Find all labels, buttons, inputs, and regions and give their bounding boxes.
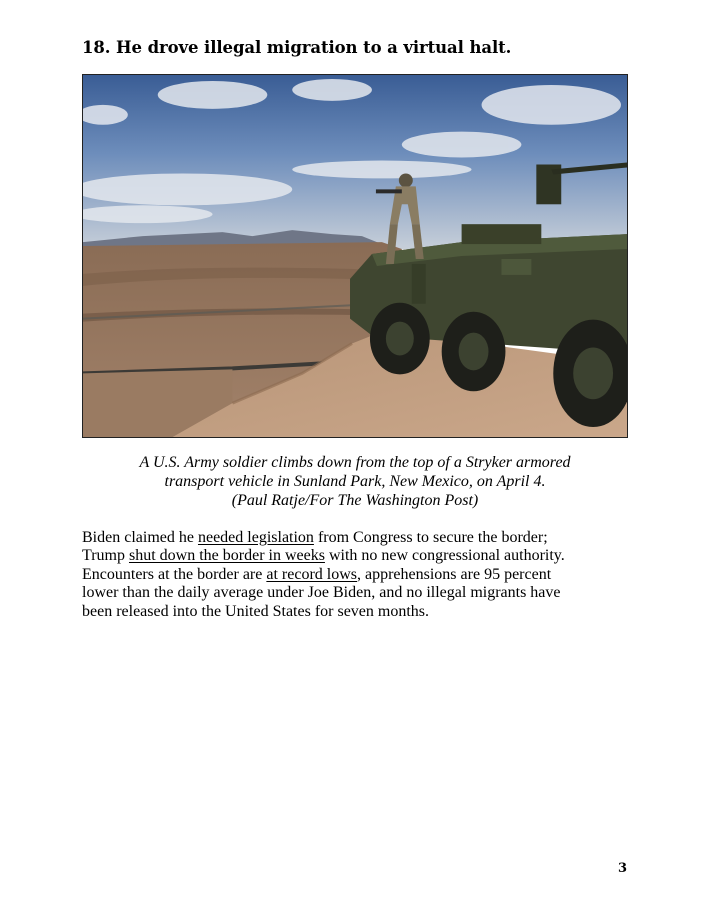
record-lows-link[interactable]: at record lows: [266, 565, 357, 583]
section-heading: 18. He drove illegal migration to a virtual halt.: [82, 38, 512, 57]
caption-credit: (Paul Ratje/For The Washington Post): [231, 492, 479, 509]
page-number: 3: [618, 861, 628, 876]
caption-line: transport vehicle in Sunland Park, New Mexico, on April 4.: [164, 473, 546, 490]
paragraph-line: been released into the United States for seven months.: [82, 602, 430, 620]
news-photo: [82, 74, 628, 438]
text-run: with no new congressional authority.: [324, 547, 565, 565]
paragraph-line: [82, 529, 642, 547]
shut-down-border-link[interactable]: shut down the border in weeks: [128, 547, 325, 565]
photo-illustration: [83, 75, 627, 437]
caption-line: A U.S. Army soldier climbs down from the top of a Stryker armored: [139, 454, 571, 471]
paragraph-line: [82, 566, 642, 584]
paragraph-line: lower than the daily average under Joe Biden, and no illegal migrants have: [82, 584, 561, 602]
photo-caption: [82, 453, 628, 510]
text-run: Biden claimed he: [82, 529, 198, 546]
text-run: Trump: [82, 547, 129, 565]
text-run: , apprehensions are 95 percent: [357, 565, 552, 583]
paragraph-line: [82, 547, 642, 565]
text-run: Encounters at the border are: [82, 565, 267, 583]
text-run: from Congress to secure the border;: [313, 529, 548, 546]
body-paragraph: [82, 529, 642, 621]
needed-legislation-link[interactable]: needed legislation: [197, 529, 314, 546]
